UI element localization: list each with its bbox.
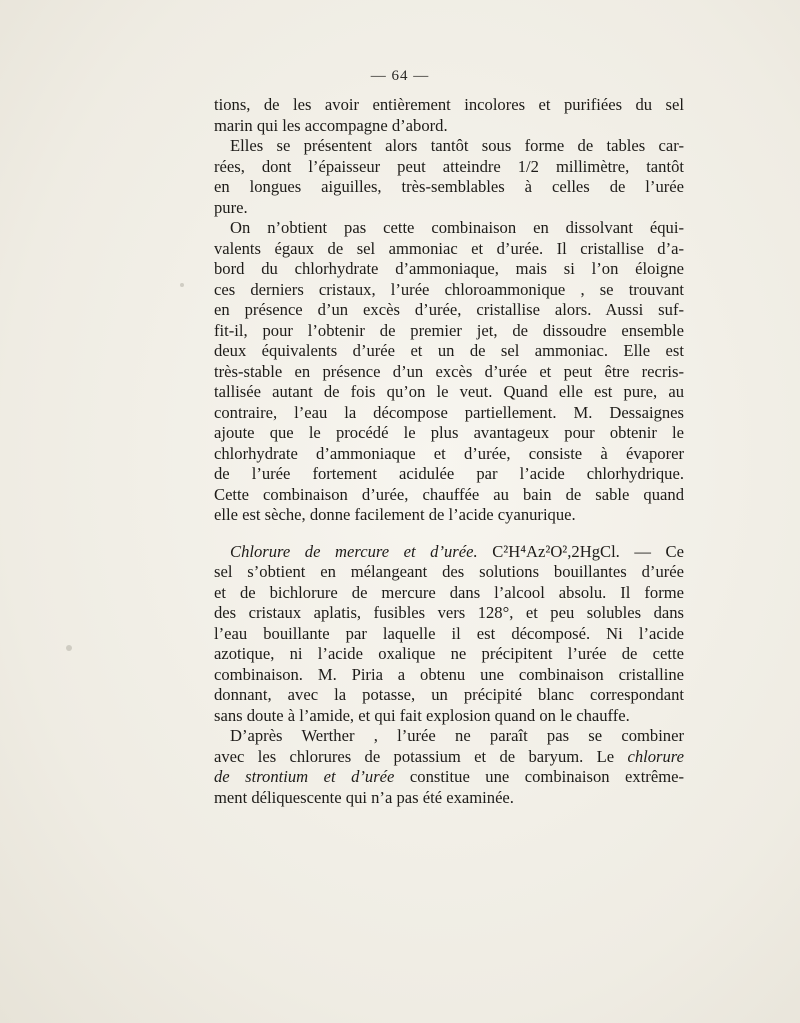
italic-term: de strontium et d’urée	[214, 767, 395, 786]
text-run: avec les chlorures de potassium et de baryum. Le	[214, 746, 615, 766]
text-line: l’eau bouillante par laquelle il est décomposé. Ni l’acide	[214, 623, 684, 643]
paper-speck	[180, 283, 184, 287]
text-line: azotique, ni l’acide oxalique ne précipitent l’urée de cette	[214, 644, 684, 663]
text-line: fit-il, pour l’obtenir de premier jet, de dissoudre ensemble	[214, 320, 684, 340]
text-line	[214, 767, 684, 788]
text-line: pure.	[214, 197, 248, 217]
text-line: valents égaux de sel ammoniac et d’urée. Il cristallise d’a-	[214, 238, 684, 258]
page-number: — 64 —	[370, 68, 430, 84]
text-line: elle est sèche, donne facilement de l’acide cyanurique.	[214, 505, 576, 524]
text-line: contraire, l’eau la décompose partiellement. M. Dessaignes	[214, 402, 684, 422]
text-line: de l’urée fortement acidulée par l’acide chlorhydrique.	[214, 464, 684, 483]
text-line: marin qui les accompagne d’abord.	[214, 115, 448, 135]
text-line: tions, de les avoir entièrement incolores et purifiées du sel	[214, 95, 684, 114]
text-line: combinaison. M. Piria a obtenu une combinaison cristalline	[214, 664, 684, 684]
text-line: en présence d’un excès d’urée, cristallise alors. Aussi suf-	[214, 300, 684, 319]
text-line: D’après Werther , l’urée ne paraît pas se combiner	[230, 726, 684, 745]
text-line: tallisée autant de fois qu’on le veut. Quand elle est pure, au	[214, 382, 684, 401]
text-line: rées, dont l’épaisseur peut atteindre 1/2 millimètre, tantôt	[214, 156, 684, 176]
text-line: On n’obtient pas cette combinaison en dissolvant équi-	[230, 218, 684, 237]
text-line: ces derniers cristaux, l’urée chloroammonique , se trouvant	[214, 279, 684, 299]
text-line: chlorhydrate d’ammoniaque et d’urée, consiste à évaporer	[214, 443, 684, 463]
italic-term: chlorure	[627, 746, 684, 766]
body-text	[214, 95, 684, 808]
text-line: Cette combinaison d’urée, chauffée au bain de sable quand	[214, 484, 684, 504]
text-line	[214, 747, 684, 768]
text-line: sel s’obtient en mélangeant des solutions bouillantes d’urée	[214, 562, 684, 581]
text-line: très-stable en présence d’un excès d’urée et peut être recris-	[214, 361, 684, 381]
chemical-formula: C²H⁴Az²O²,2HgCl. — Ce	[492, 541, 684, 561]
section-heading-line	[214, 542, 684, 563]
text-line: ment déliquescente qui n’a pas été examinée.	[214, 787, 514, 807]
text-run: constitue une combinaison extrême-	[409, 767, 684, 786]
text-line: sans doute à l’amide, et qui fait explosion quand on le chauffe.	[214, 705, 630, 725]
text-line: et de bichlorure de mercure dans l’alcool absolu. Il forme	[214, 582, 684, 602]
text-line: ajoute que le procédé le plus avantageux pour obtenir le	[214, 423, 684, 442]
text-line: Elles se présentent alors tantôt sous forme de tables car-	[230, 136, 684, 155]
text-line: deux équivalents d’urée et un de sel ammoniac. Elle est	[214, 341, 684, 360]
section-heading: Chlorure de mercure et d’urée.	[230, 541, 478, 561]
text-line: bord du chlorhydrate d’ammoniaque, mais si l’on éloigne	[214, 259, 684, 278]
paper-speck	[66, 645, 72, 651]
text-line: en longues aiguilles, très-semblables à celles de l’urée	[214, 177, 684, 196]
text-line: donnant, avec la potasse, un précipité blanc correspondant	[214, 685, 684, 704]
paragraph-gap	[214, 526, 684, 542]
text-line: des cristaux aplatis, fusibles vers 128°, et peu solubles dans	[214, 603, 684, 622]
